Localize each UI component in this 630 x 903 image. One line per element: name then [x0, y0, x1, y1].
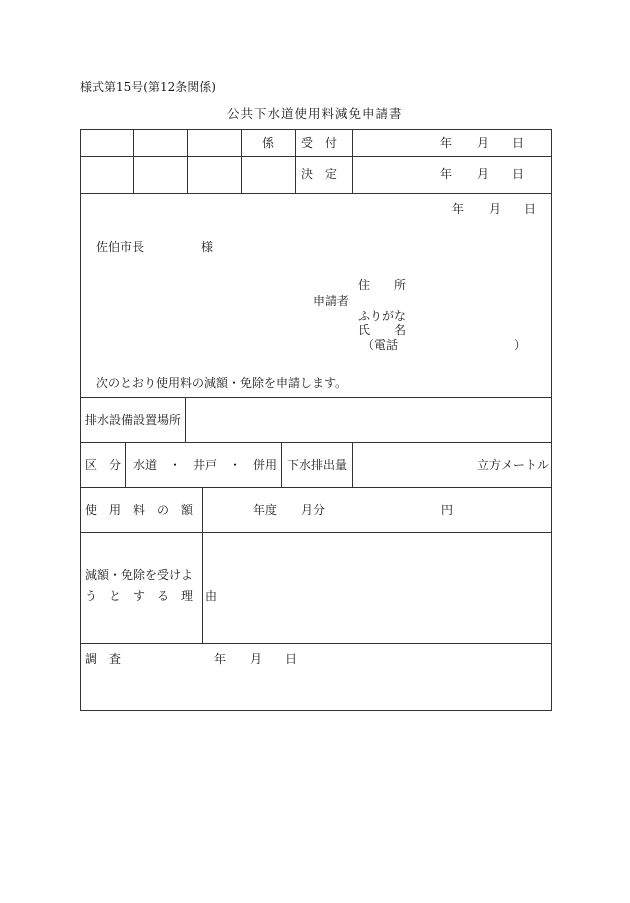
kettei-month: 月: [477, 167, 490, 181]
applicant-label: 申請者: [313, 294, 350, 308]
addressee: 佐伯市長: [96, 240, 145, 254]
survey-year: 年: [214, 652, 227, 666]
fee-month: 月分: [301, 503, 326, 517]
fee-label: 使 用 料 の 額: [85, 503, 194, 517]
reason-label-line1: 減額・免除を受けよ: [85, 568, 194, 582]
reason-label-line2: う と す る 理 由: [85, 589, 218, 603]
survey-month: 月: [250, 652, 263, 666]
application-month: 月: [489, 202, 502, 216]
phone-close: ）: [514, 338, 527, 352]
name-label: 氏 名: [358, 323, 407, 337]
kakari-label: 係: [262, 136, 275, 150]
survey-day: 日: [285, 652, 298, 666]
discharge-unit: 立方メートル: [477, 458, 550, 472]
kettei-label: 決 定: [301, 167, 338, 181]
kubun-label: 区 分: [85, 458, 122, 472]
kettei-year: 年: [440, 167, 453, 181]
uketsuke-month: 月: [477, 136, 490, 150]
fee-yen: 円: [441, 503, 454, 517]
survey-label: 調 査: [85, 652, 122, 666]
application-statement: 次のとおり使用料の減額・免除を申請します。: [96, 376, 348, 390]
application-year: 年: [452, 202, 465, 216]
discharge-label: 下水排出量: [287, 458, 348, 472]
uketsuke-label: 受 付: [301, 136, 338, 150]
address-label: 住 所: [358, 278, 407, 292]
form-number: 様式第15号(第12条関係): [80, 80, 216, 94]
application-day: 日: [524, 202, 537, 216]
sama-label: 様: [201, 240, 214, 254]
page-title: 公共下水道使用料減免申請書: [227, 106, 403, 121]
uketsuke-day: 日: [512, 136, 525, 150]
furigana-label: ふりがな: [358, 309, 407, 323]
kubun-options: 水道 ・ 井戸 ・ 併用: [133, 458, 278, 472]
uketsuke-year: 年: [440, 136, 453, 150]
kettei-day: 日: [512, 167, 525, 181]
fee-year: 年度: [253, 503, 278, 517]
phone-label: （電話: [362, 338, 399, 352]
location-label: 排水設備設置場所: [85, 413, 182, 427]
